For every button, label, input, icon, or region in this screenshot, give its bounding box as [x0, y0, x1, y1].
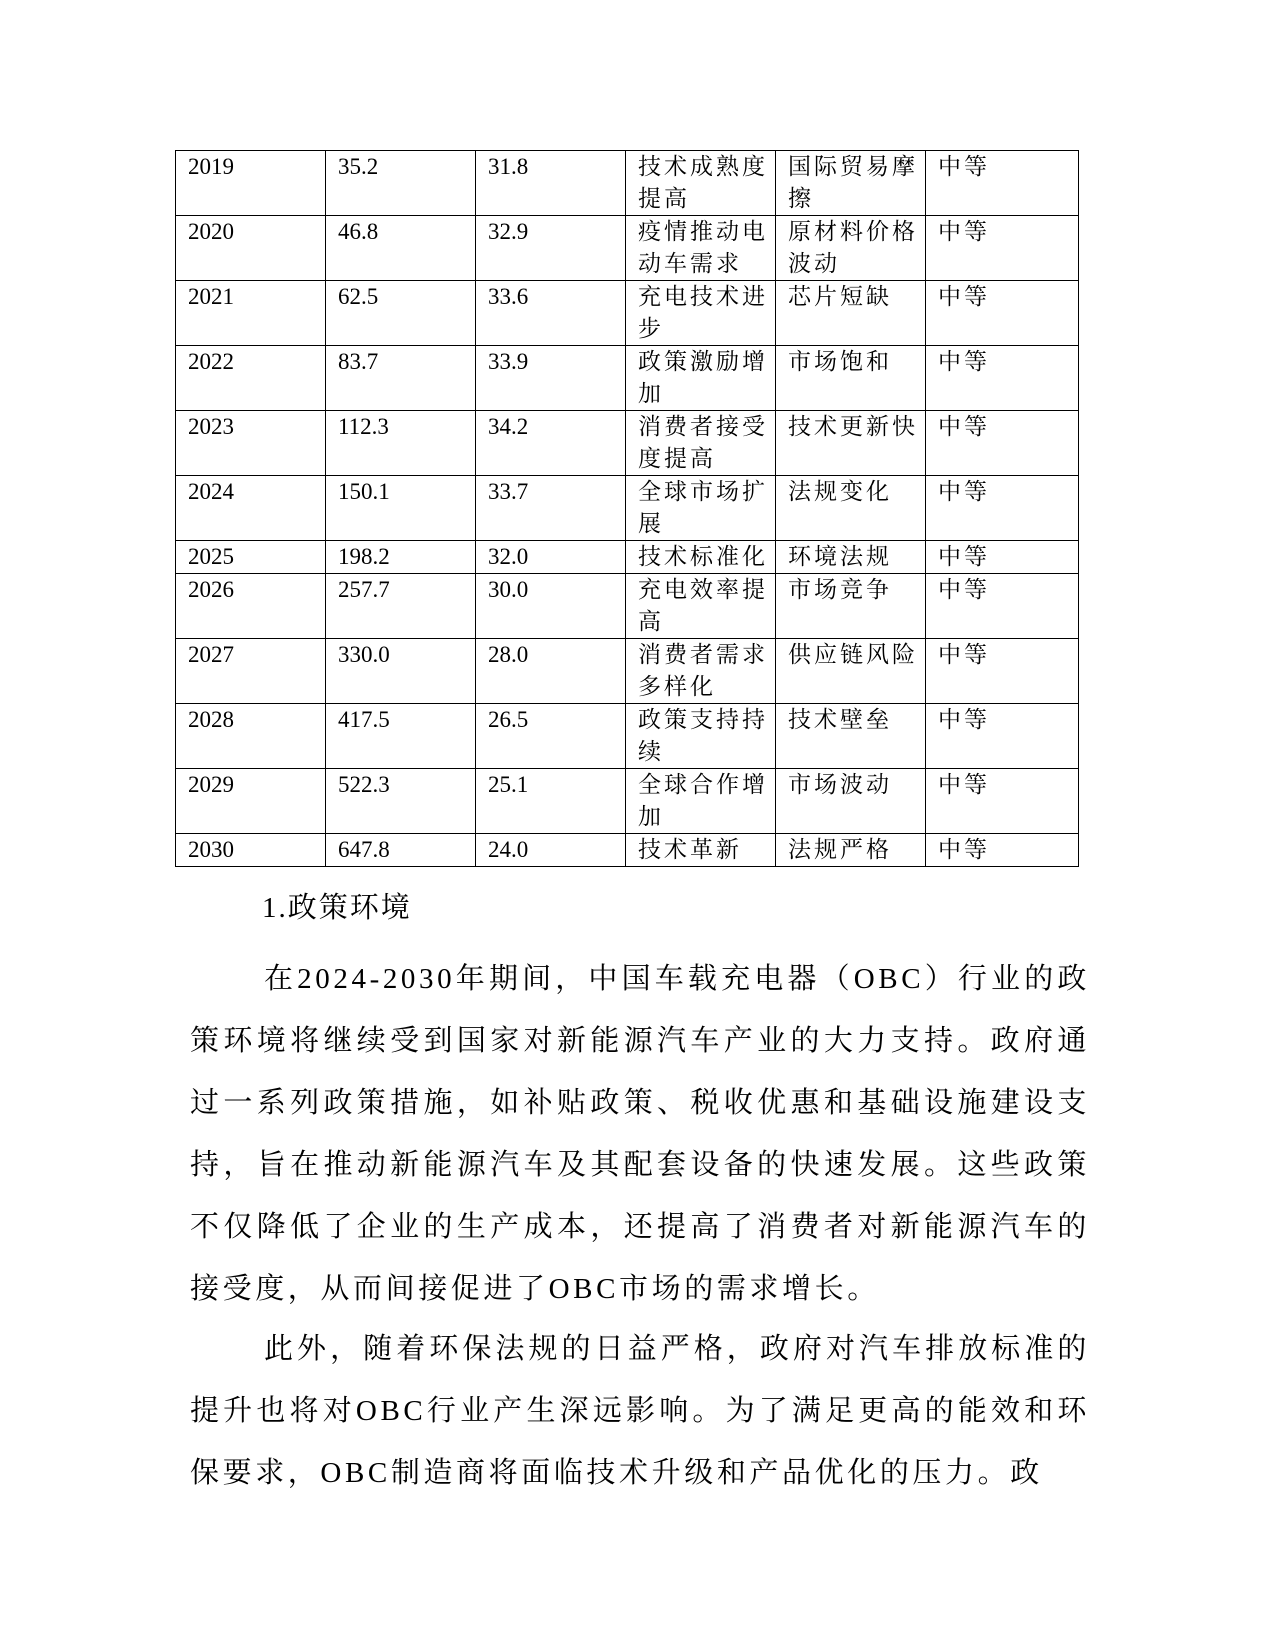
- cell-driver: 政策支持持续: [626, 704, 776, 769]
- cell-value-1: 62.5: [326, 281, 476, 346]
- cell-year: 2025: [176, 541, 326, 574]
- data-table: [175, 150, 1079, 867]
- cell-risk: 市场饱和: [776, 346, 926, 411]
- cell-driver: 消费者接受度提高: [626, 411, 776, 476]
- cell-value-2: 32.0: [476, 541, 626, 574]
- cell-value-1: 35.2: [326, 151, 476, 216]
- table-row: [176, 639, 1079, 704]
- cell-year: 2024: [176, 476, 326, 541]
- cell-level: 中等: [926, 411, 1079, 476]
- cell-value-1: 83.7: [326, 346, 476, 411]
- cell-value-1: 647.8: [326, 834, 476, 867]
- cell-level: 中等: [926, 151, 1079, 216]
- cell-year: 2027: [176, 639, 326, 704]
- body-paragraph: 在2024-2030年期间，中国车载充电器（OBC）行业的政策环境将继续受到国家对新能源汽车产业的大力支持。政府通过一系列政策措施，如补贴政策、税收优惠和基础设施建设支持，旨在推动新能源汽车及其配套设备的快速发展。这些政策不仅降低了企业的生产成本，还提高了消费者对新能源汽车的接受度，从而间接促进了OBC市场的需求增长。: [190, 963, 1090, 1305]
- cell-risk: 技术壁垒: [776, 704, 926, 769]
- cell-level: 中等: [926, 704, 1079, 769]
- cell-level: 中等: [926, 541, 1079, 574]
- cell-value-1: 522.3: [326, 769, 476, 834]
- table-row: [176, 151, 1079, 216]
- cell-year: 2030: [176, 834, 326, 867]
- cell-level: 中等: [926, 346, 1079, 411]
- table-row: [176, 834, 1079, 867]
- cell-year: 2029: [176, 769, 326, 834]
- table-row: [176, 769, 1079, 834]
- cell-driver: 技术革新: [626, 834, 776, 867]
- table-row: [176, 216, 1079, 281]
- section-heading: 1.政策环境: [262, 892, 412, 924]
- cell-value-2: 32.9: [476, 216, 626, 281]
- cell-value-2: 26.5: [476, 704, 626, 769]
- cell-value-2: 33.7: [476, 476, 626, 541]
- cell-value-2: 33.6: [476, 281, 626, 346]
- cell-risk: 法规严格: [776, 834, 926, 867]
- cell-value-2: 24.0: [476, 834, 626, 867]
- table-row: [176, 476, 1079, 541]
- cell-value-2: 33.9: [476, 346, 626, 411]
- cell-value-1: 257.7: [326, 574, 476, 639]
- cell-level: 中等: [926, 834, 1079, 867]
- cell-driver: 技术标准化: [626, 541, 776, 574]
- cell-risk: 芯片短缺: [776, 281, 926, 346]
- cell-value-1: 112.3: [326, 411, 476, 476]
- cell-value-1: 150.1: [326, 476, 476, 541]
- table-body: [176, 151, 1079, 867]
- cell-risk: 环境法规: [776, 541, 926, 574]
- cell-value-2: 30.0: [476, 574, 626, 639]
- cell-driver: 政策激励增加: [626, 346, 776, 411]
- cell-value-2: 25.1: [476, 769, 626, 834]
- cell-year: 2021: [176, 281, 326, 346]
- cell-driver: 技术成熟度提高: [626, 151, 776, 216]
- cell-value-2: 34.2: [476, 411, 626, 476]
- cell-risk: 技术更新快: [776, 411, 926, 476]
- cell-level: 中等: [926, 639, 1079, 704]
- table-row: [176, 281, 1079, 346]
- cell-year: 2019: [176, 151, 326, 216]
- cell-value-1: 417.5: [326, 704, 476, 769]
- table-row: [176, 574, 1079, 639]
- cell-driver: 充电效率提高: [626, 574, 776, 639]
- cell-risk: 国际贸易摩擦: [776, 151, 926, 216]
- cell-value-1: 46.8: [326, 216, 476, 281]
- cell-risk: 原材料价格波动: [776, 216, 926, 281]
- cell-driver: 充电技术进步: [626, 281, 776, 346]
- cell-year: 2026: [176, 574, 326, 639]
- table-row: [176, 411, 1079, 476]
- cell-driver: 消费者需求多样化: [626, 639, 776, 704]
- cell-level: 中等: [926, 476, 1079, 541]
- cell-level: 中等: [926, 574, 1079, 639]
- cell-year: 2028: [176, 704, 326, 769]
- cell-risk: 供应链风险: [776, 639, 926, 704]
- cell-year: 2022: [176, 346, 326, 411]
- cell-risk: 市场竞争: [776, 574, 926, 639]
- cell-year: 2020: [176, 216, 326, 281]
- cell-year: 2023: [176, 411, 326, 476]
- table-row: [176, 704, 1079, 769]
- body-paragraph: 此外，随着环保法规的日益严格，政府对汽车排放标准的提升也将对OBC行业产生深远影响。为了满足更高的能效和环保要求，OBC制造商将面临技术升级和产品优化的压力。政: [190, 1333, 1090, 1489]
- cell-value-2: 28.0: [476, 639, 626, 704]
- table-row: [176, 541, 1079, 574]
- cell-level: 中等: [926, 769, 1079, 834]
- cell-level: 中等: [926, 281, 1079, 346]
- cell-value-1: 198.2: [326, 541, 476, 574]
- cell-driver: 全球市场扩展: [626, 476, 776, 541]
- cell-risk: 市场波动: [776, 769, 926, 834]
- cell-value-1: 330.0: [326, 639, 476, 704]
- cell-driver: 疫情推动电动车需求: [626, 216, 776, 281]
- cell-level: 中等: [926, 216, 1079, 281]
- cell-risk: 法规变化: [776, 476, 926, 541]
- cell-driver: 全球合作增加: [626, 769, 776, 834]
- table-row: [176, 346, 1079, 411]
- cell-value-2: 31.8: [476, 151, 626, 216]
